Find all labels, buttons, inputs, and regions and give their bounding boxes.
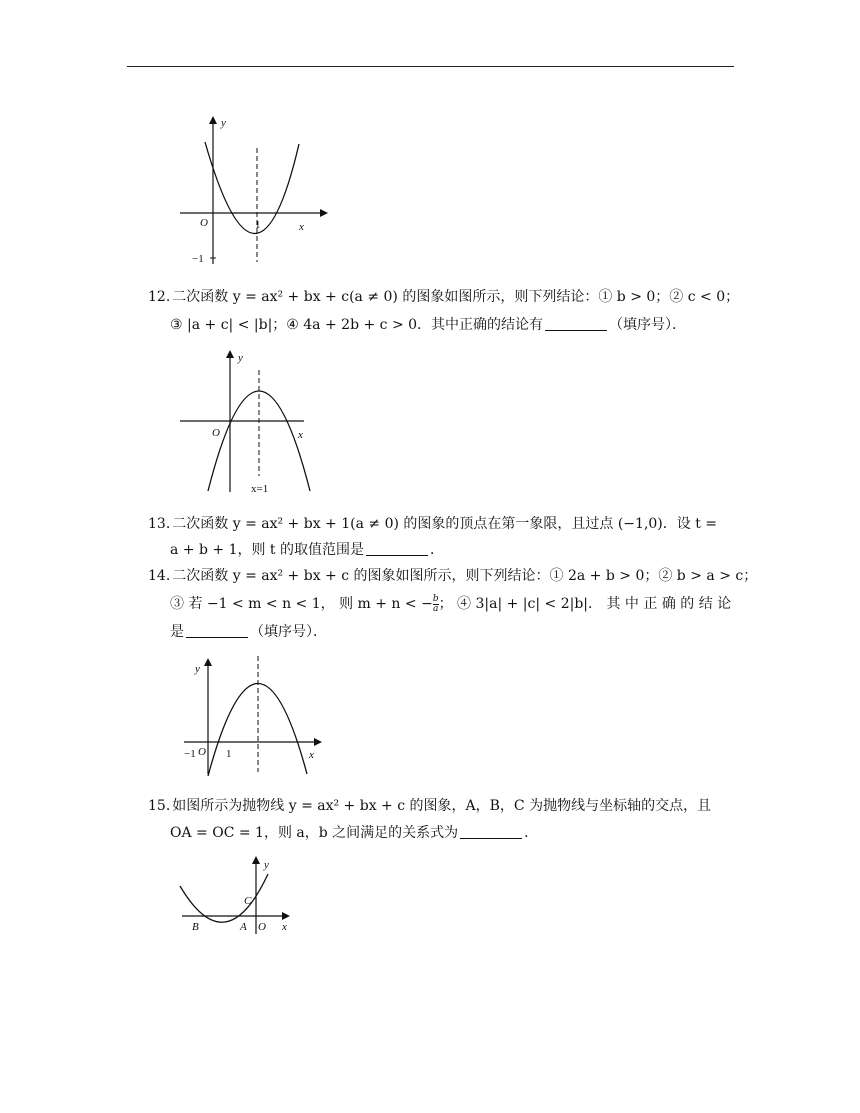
q15-text-1: 如图所示为抛物线 y = ax² + bx + c 的图象，A，B，C 为抛物线与坐标轴的交点，且	[172, 798, 712, 814]
q14-text-3-tail: （填序号）．	[250, 624, 327, 640]
y-axis-arrow-icon	[226, 350, 234, 358]
tick-minus-one-label: −1	[192, 253, 204, 265]
x-axis-label: x	[298, 429, 303, 441]
q14-frac-den: a	[433, 603, 439, 614]
x-axis-arrow-icon	[282, 912, 290, 920]
figure-q15-parabola	[176, 854, 296, 938]
tick-one-label: 1	[255, 219, 261, 231]
q14-answer-blank[interactable]	[186, 623, 248, 638]
figure-q11-parabola	[170, 112, 330, 272]
q14-frac-num: b	[432, 593, 439, 604]
x-axis-label: x	[299, 221, 304, 233]
q13-line-2	[170, 540, 738, 560]
y-axis-arrow-icon	[252, 856, 260, 864]
x-axis-arrow-icon	[314, 738, 322, 746]
q14-line-1	[148, 566, 758, 586]
q15-number: 15.	[148, 798, 171, 814]
q13-text-2: a + b + 1，则 t 的取值范围是	[170, 542, 365, 558]
q14-number: 14.	[148, 568, 171, 584]
symmetry-axis-label: x=1	[251, 483, 269, 495]
q13-answer-blank[interactable]	[366, 541, 428, 556]
q15-text-2: OA = OC = 1，则 a，b 之间满足的关系式为	[170, 825, 459, 841]
point-a-label: A	[240, 921, 247, 933]
header-rule	[127, 66, 734, 67]
x-axis-label: x	[282, 921, 287, 933]
q12-number: 12.	[148, 289, 171, 305]
point-c-label: C	[244, 895, 252, 907]
q12-answer-blank[interactable]	[545, 316, 607, 331]
q13-line-1	[148, 514, 738, 534]
figure-q12-parabola	[172, 346, 322, 498]
y-axis-arrow-icon	[204, 658, 212, 666]
q13-text-1: 二次函数 y = ax² + bx + 1(a ≠ 0) 的图象的顶点在第一象限，且过点 (−1,0)．设 t =	[172, 516, 718, 532]
q15-line-1	[148, 796, 738, 816]
q12-text-2: ③ |a + c| < |b|；④ 4a + 2b + c > 0．其中正确的结论有	[170, 317, 544, 333]
q14-text-2-pre: ③ 若 −1 < m < n < 1， 则 m + n < −	[170, 596, 433, 612]
q12-line-1	[148, 287, 738, 307]
origin-label: O	[198, 746, 206, 758]
y-axis-label: y	[238, 352, 243, 364]
origin-label: O	[258, 921, 266, 933]
q14-line-2	[170, 594, 738, 614]
q15-line-2	[170, 823, 738, 843]
y-axis-label: y	[221, 117, 226, 129]
q13-number: 13.	[148, 516, 171, 532]
q15-answer-blank[interactable]	[460, 824, 522, 839]
x-axis-label: x	[309, 749, 314, 761]
q14-text-1: 二次函数 y = ax² + bx + c 的图象如图所示，则下列结论：① 2a + b > 0；② b > a > c；	[172, 568, 758, 584]
parabola-curve	[205, 142, 299, 234]
point-b-label: B	[192, 921, 199, 933]
tick-one-label: 1	[226, 748, 232, 760]
origin-label: O	[200, 217, 208, 229]
q12-text-1: 二次函数 y = ax² + bx + c(a ≠ 0) 的图象如图所示，则下列结论：① b > 0；② c < 0；	[172, 289, 740, 305]
q14-text-2-post: ； ④ 3|a| + |c| < 2|b|． 其 中 正 确 的 结 论	[438, 596, 732, 612]
q14-line-3	[170, 622, 738, 642]
tick-minus-one-label: −1	[184, 748, 196, 760]
q12-line-2	[170, 315, 738, 335]
parabola-curve	[180, 874, 268, 922]
y-axis-arrow-icon	[209, 116, 217, 124]
origin-label: O	[212, 427, 220, 439]
figure-q14-parabola	[180, 654, 330, 778]
q12-text-2-tail: （填序号）．	[609, 317, 687, 333]
y-axis-label: y	[264, 859, 269, 871]
q13-text-2-tail: ．	[430, 542, 445, 558]
y-axis-label: y	[195, 663, 200, 675]
q14-text-3: 是	[170, 624, 184, 640]
x-axis-arrow-icon	[320, 209, 328, 217]
q15-text-2-tail: ．	[524, 825, 539, 841]
